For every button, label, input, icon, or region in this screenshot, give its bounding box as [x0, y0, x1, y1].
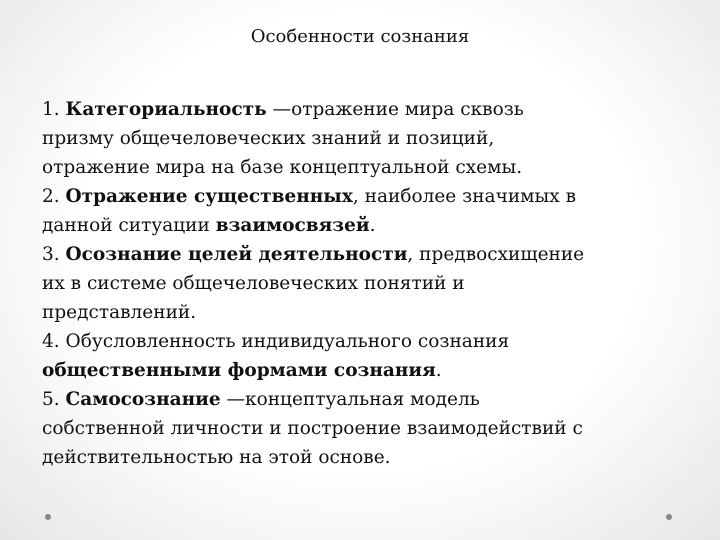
list-item-line: [42, 327, 682, 356]
text-run: собственной личности и построение взаимодействий с: [42, 418, 583, 439]
list-item-line: [42, 298, 682, 327]
list-item-line: [42, 414, 682, 443]
bold-term: Осознание целей деятельности: [65, 244, 408, 265]
text-run: действительностью на этой основе.: [42, 447, 391, 468]
text-run: , наиболее значимых в: [352, 186, 576, 207]
text-run: отражение мира на базе концептуальной схемы.: [42, 157, 523, 178]
bold-term: Самосознание: [65, 389, 221, 410]
bold-term: общественными формами сознания: [42, 360, 436, 381]
bold-term: Отражение существенных: [65, 186, 353, 207]
text-run: 5.: [42, 389, 66, 410]
decorative-dot-right: [666, 514, 672, 520]
list-item-line: [42, 356, 682, 385]
text-run: их в системе общечеловеческих понятий и: [42, 273, 465, 294]
text-run: 3.: [42, 244, 66, 265]
text-run: —отражение мира сквозь: [266, 99, 524, 120]
list-item-line: [42, 153, 682, 182]
bold-term: взаимосвязей: [215, 215, 370, 236]
decorative-dot-left: [45, 514, 51, 520]
list-item-line: [42, 240, 682, 269]
text-run: .: [435, 360, 442, 381]
slide-body: [42, 95, 682, 472]
text-run: данной ситуации: [42, 215, 216, 236]
text-run: призму общечеловеческих знаний и позиций,: [42, 128, 495, 149]
text-run: 2.: [42, 186, 66, 207]
text-run: .: [369, 215, 376, 236]
list-item-line: [42, 95, 682, 124]
text-run: 4. Обусловленность индивидуального сознания: [42, 331, 510, 352]
bold-term: Категориальность: [65, 99, 267, 120]
text-run: представлений.: [42, 302, 197, 323]
text-run: —концептуальная модель: [220, 389, 480, 410]
list-item-line: [42, 385, 682, 414]
list-item-line: [42, 182, 682, 211]
slide-title: Особенности сознания: [250, 26, 470, 47]
list-item-line: [42, 269, 682, 298]
list-item-line: [42, 124, 682, 153]
text-run: , предвосхищение: [407, 244, 585, 265]
list-item-line: [42, 443, 682, 472]
text-run: 1.: [42, 99, 66, 120]
list-item-line: [42, 211, 682, 240]
